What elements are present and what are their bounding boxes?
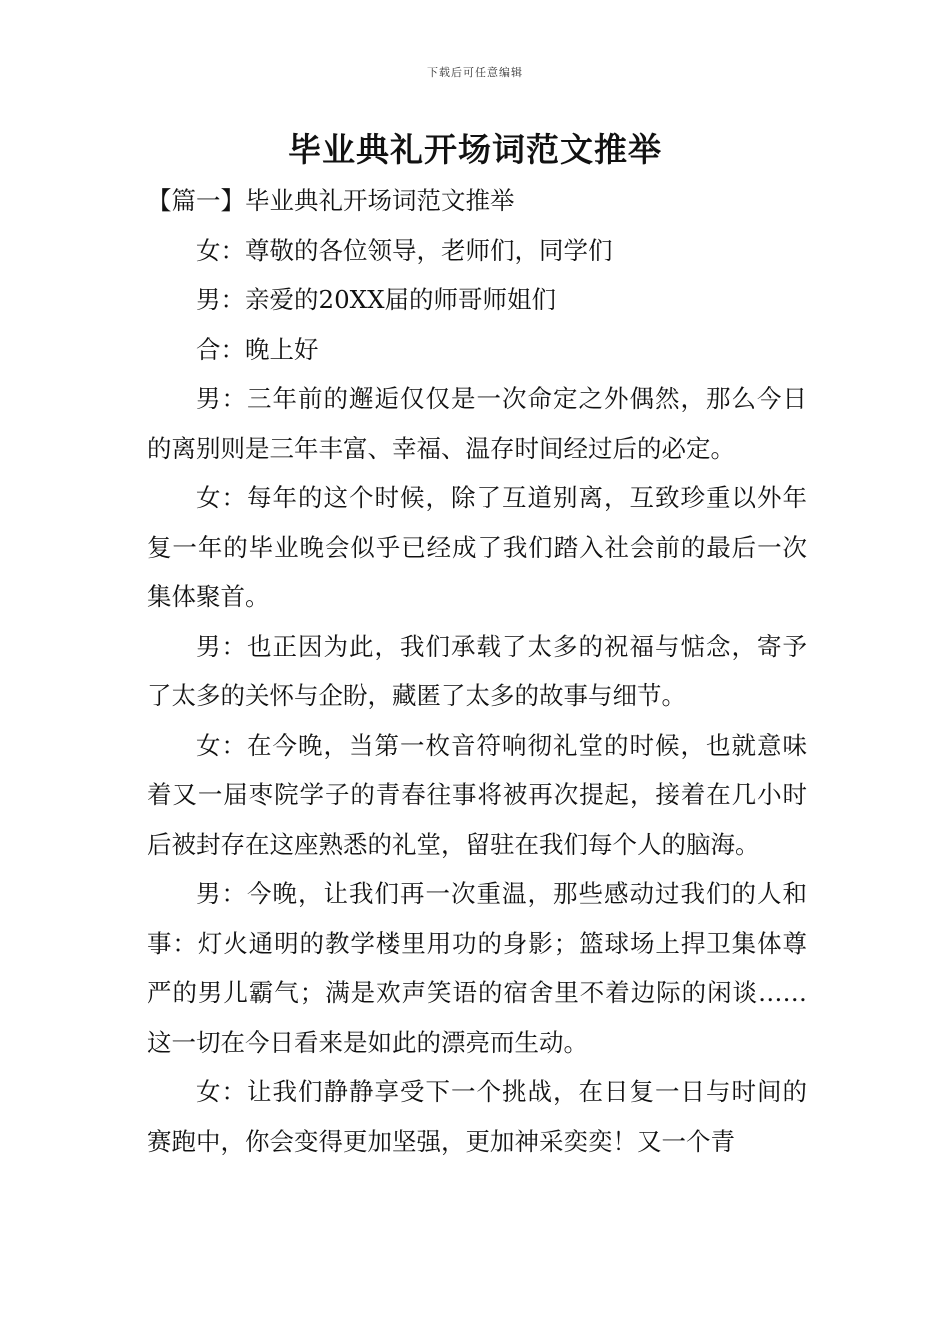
paragraph: 女：让我们静静享受下一个挑战，在日复一日与时间的赛跑中，你会变得更加坚强，更加神采奕奕！又一个青 (147, 1077, 807, 1156)
document-body (147, 176, 807, 1166)
paragraph: 女：在今晚，当第一枚音符响彻礼堂的时候，也就意味着又一届枣院学子的青春往事将被再次提起，接着在几小时后被封存在这座熟悉的礼堂，留驻在我们每个人的脑海。 (147, 730, 807, 859)
paragraph: 男：今晚，让我们再一次重温，那些感动过我们的人和事：灯火通明的教学楼里用功的身影；篮球场上捍卫集体尊严的男儿霸气；满是欢声笑语的宿舍里不着边际的闲谈……这一切在今日看来是如此的漂亮而生动。 (147, 879, 807, 1057)
paragraph: 男：亲爱的20XX届的师哥师姐们 (196, 285, 557, 314)
paragraph: 合：晚上好 (196, 334, 319, 364)
paragraph: 男：也正因为此，我们承载了太多的祝福与惦念，寄予了太多的关怀与企盼，藏匿了太多的故事与细节。 (147, 631, 807, 710)
document-title: 毕业典礼开场词范文推举 (288, 130, 662, 169)
paragraph: 女：每年的这个时候，除了互道别离，互致珍重以外年复一年的毕业晚会似乎已经成了我们踏入社会前的最后一次集体聚首。 (147, 483, 807, 611)
paragraph: 男：三年前的邂逅仅仅是一次命定之外偶然，那么今日的离别则是三年丰富、幸福、温存时间经过后的必定。 (147, 384, 807, 463)
paragraph: 女：尊敬的各位领导，老师们，同学们 (196, 235, 613, 265)
header-note: 下载后可任意编辑 (427, 66, 523, 79)
section-heading: 【篇一】毕业典礼开场词范文推举 (147, 186, 515, 215)
